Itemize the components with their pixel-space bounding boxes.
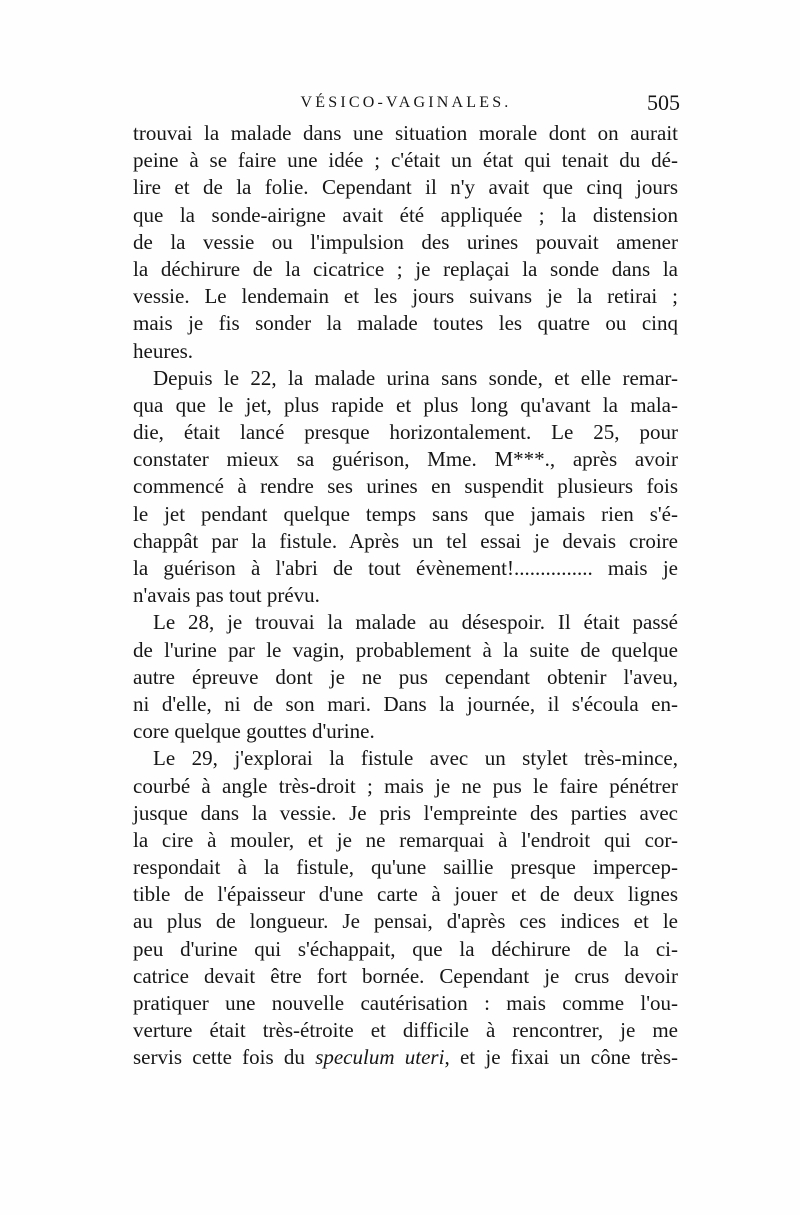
- running-title: VÉSICO-VAGINALES.: [300, 94, 512, 111]
- paragraph-end-line: core quelque gouttes d'urine.: [133, 719, 375, 744]
- text-line: au plus de longueur. Je pensai, d'après ces indices et le: [133, 909, 678, 934]
- text-line: respondait à la fistule, qu'une saillie presque impercep-: [133, 855, 678, 880]
- text-line: courbé à angle très-droit ; mais je ne pus le faire pénétrer: [133, 773, 678, 798]
- paragraph-start-line: Le 28, je trouvai la malade au désespoir. Il était passé: [153, 610, 678, 635]
- italic-term: speculum uteri: [315, 1045, 445, 1070]
- text-line: que la sonde-airigne avait été appliquée ; la distension: [133, 202, 678, 227]
- text-line: la guérison à l'abri de tout évènement!............... mais je: [133, 556, 678, 580]
- text-line: vessie. Le lendemain et les jours suivans je la retirai ;: [133, 284, 678, 309]
- text-line: ni d'elle, ni de son mari. Dans la journée, il s'écoula en-: [133, 691, 678, 716]
- text-line: commencé à rendre ses urines en suspendit plusieurs fois: [133, 474, 678, 499]
- text-line: chappât par la fistule. Après un tel essai je devais croire: [133, 528, 678, 553]
- paragraph-start-line: Le 29, j'explorai la fistule avec un stylet très-mince,: [153, 746, 678, 771]
- text-line: catrice devait être fort bornée. Cependant je crus devoir: [133, 963, 678, 988]
- final-text-line: [133, 1044, 678, 1071]
- final-line-end: , et je fixai un cône très-: [444, 1045, 679, 1070]
- text-line: qua que le jet, plus rapide et plus long qu'avant la mala-: [133, 392, 678, 417]
- text-line: tible de l'épaisseur d'une carte à jouer et de deux lignes: [133, 882, 678, 907]
- text-line: trouvai la malade dans une situation morale dont on aurait: [133, 121, 678, 145]
- page-number: 505: [647, 90, 680, 115]
- body-text: [133, 120, 678, 1072]
- text-line: de l'urine par le vagin, probablement à la suite de quelque: [133, 637, 678, 662]
- text-line: peu d'urine qui s'échappait, que la déchirure de la ci-: [133, 936, 678, 961]
- text-line: peine à se faire une idée ; c'était un état qui tenait du dé-: [133, 148, 678, 173]
- text-line: jusque dans la vessie. Je pris l'empreinte des parties avec: [133, 800, 678, 825]
- text-line: constater mieux sa guérison, Mme. M***., après avoir: [133, 447, 678, 472]
- running-head: [132, 90, 680, 120]
- text-line: la cire à mouler, et je ne remarquai à l'endroit qui cor-: [133, 827, 678, 852]
- text-line: mais je fis sonder la malade toutes les quatre ou cinq: [133, 311, 678, 336]
- text-line: le jet pendant quelque temps sans que jamais rien s'é-: [133, 501, 678, 526]
- text-line: de la vessie ou l'impulsion des urines pouvait amener: [133, 229, 678, 254]
- final-line-start: servis cette fois du: [133, 1045, 316, 1070]
- paragraph-start-line: Depuis le 22, la malade urina sans sonde, et elle remar-: [153, 365, 678, 390]
- text-line: pratiquer une nouvelle cautérisation : mais comme l'ou-: [133, 991, 678, 1015]
- text-line: die, était lancé presque horizontalement. Le 25, pour: [133, 420, 678, 445]
- paragraph-end-line: heures.: [133, 338, 194, 363]
- text-line: lire et de la folie. Cependant il n'y avait que cinq jours: [133, 175, 678, 200]
- text-line: verture était très-étroite et difficile à rencontrer, je me: [133, 1018, 678, 1043]
- text-line: la déchirure de la cicatrice ; je replaçai la sonde dans la: [133, 256, 678, 281]
- text-line: autre épreuve dont je ne pus cependant obtenir l'aveu,: [133, 664, 678, 689]
- paragraph-end-line: n'avais pas tout prévu.: [133, 583, 320, 608]
